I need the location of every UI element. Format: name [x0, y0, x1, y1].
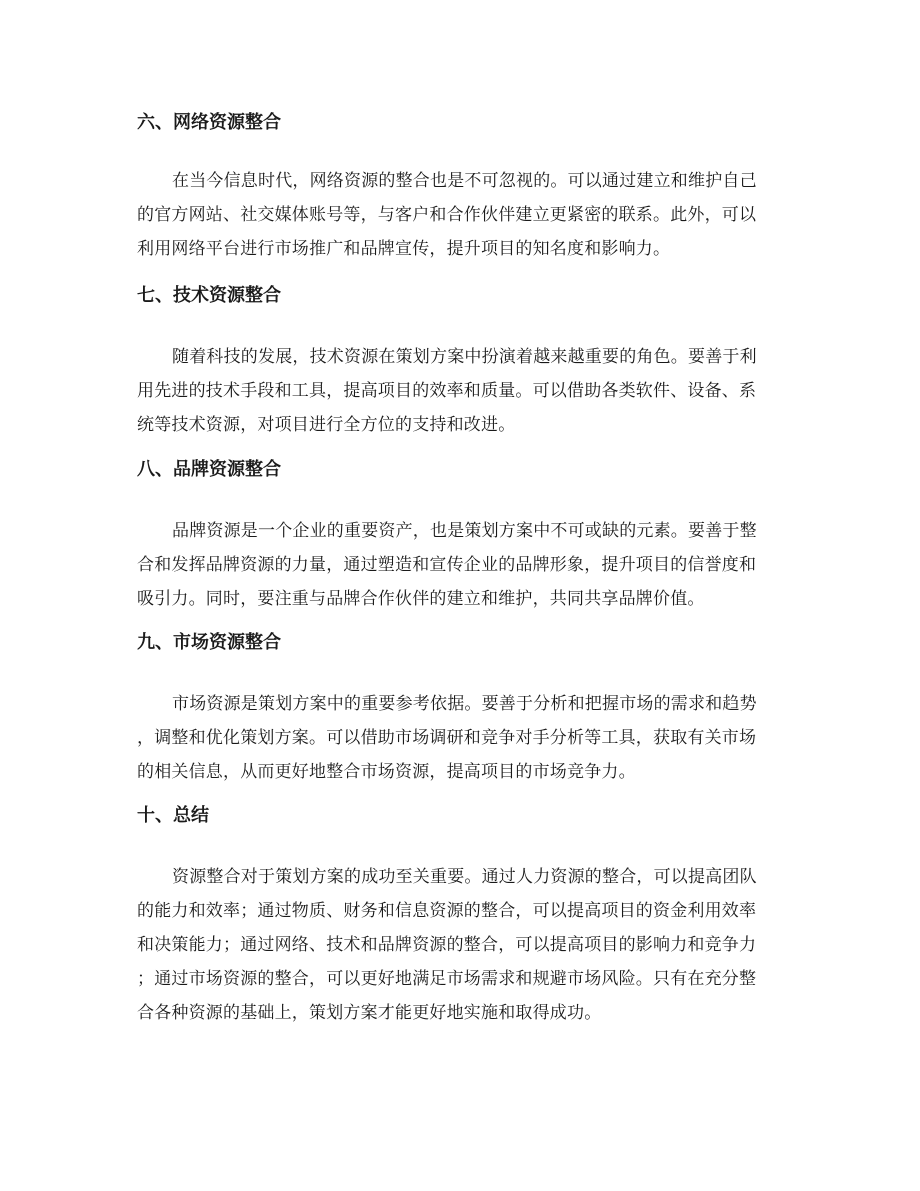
paragraph-line: 吸引力。同时，要注重与品牌合作伙伴的建立和维护，共同共享品牌价值。	[137, 589, 705, 609]
paragraph-line: 合和发挥品牌资源的力量，通过塑造和宣传企业的品牌形象，提升项目的信誉度和	[137, 555, 757, 575]
section-network-resources	[137, 108, 787, 266]
paragraph-line: 资源整合对于策划方案的成功至关重要。通过人力资源的整合，可以提高团队	[172, 867, 757, 887]
paragraph-line: 用先进的技术手段和工具，提高项目的效率和质量。可以借助各类软件、设备、系	[137, 381, 757, 401]
paragraph-line: 和决策能力；通过网络、技术和品牌资源的整合，可以提高项目的影响力和竞争力	[137, 935, 757, 955]
section-paragraph	[137, 340, 787, 442]
paragraph-line: 市场资源是策划方案中的重要参考依据。要善于分析和把握市场的需求和趋势	[172, 694, 757, 714]
section-heading: 九、市场资源整合	[137, 632, 281, 653]
paragraph-line: 利用网络平台进行市场推广和品牌宣传，提升项目的知名度和影响力。	[137, 239, 671, 259]
section-market-resources	[137, 628, 787, 789]
section-heading: 十、总结	[137, 805, 209, 826]
section-heading: 八、品牌资源整合	[137, 459, 281, 480]
paragraph-line: ；通过市场资源的整合，可以更好地满足市场需求和规避市场风险。只有在充分整	[137, 969, 757, 989]
paragraph-line: 合各种资源的基础上，策划方案才能更好地实施和取得成功。	[137, 1003, 602, 1023]
paragraph-line: 统等技术资源，对项目进行全方位的支持和改进。	[137, 415, 516, 435]
section-heading: 六、网络资源整合	[137, 112, 281, 133]
section-technology-resources	[137, 281, 787, 442]
section-paragraph	[137, 514, 787, 616]
section-brand-resources	[137, 455, 787, 616]
paragraph-line: ，调整和优化策划方案。可以借助市场调研和竞争对手分析等工具，获取有关市场	[137, 728, 757, 748]
paragraph-line: 品牌资源是一个企业的重要资产，也是策划方案中不可或缺的元素。要善于整	[172, 521, 757, 541]
section-heading: 七、技术资源整合	[137, 285, 281, 306]
section-paragraph	[137, 164, 787, 266]
paragraph-line: 随着科技的发展，技术资源在策划方案中扮演着越来越重要的角色。要善于利	[172, 347, 757, 367]
section-paragraph	[137, 860, 787, 1030]
paragraph-line: 的能力和效率；通过物质、财务和信息资源的整合，可以提高项目的资金利用效率	[137, 901, 757, 921]
paragraph-line: 的官方网站、社交媒体账号等，与客户和合作伙伴建立更紧密的联系。此外，可以	[137, 205, 757, 225]
section-summary	[137, 801, 787, 1030]
paragraph-line: 的相关信息，从而更好地整合市场资源，提高项目的市场竞争力。	[137, 762, 636, 782]
paragraph-line: 在当今信息时代，网络资源的整合也是不可忽视的。可以通过建立和维护自己	[172, 171, 757, 191]
section-paragraph	[137, 687, 787, 789]
